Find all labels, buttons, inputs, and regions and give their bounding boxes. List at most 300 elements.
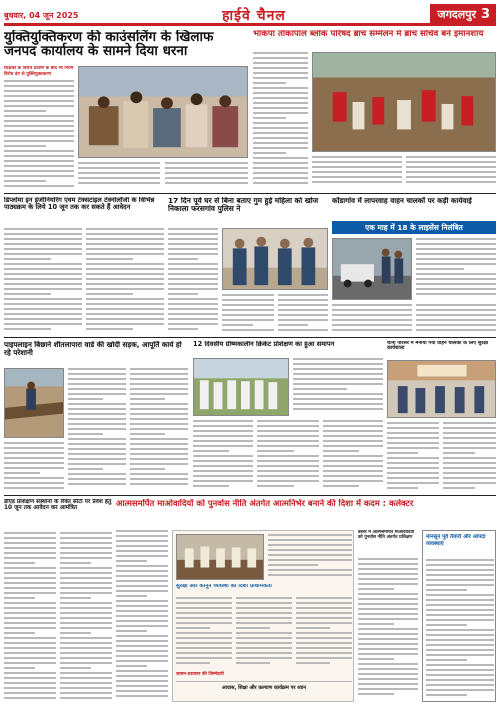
- text-line: [168, 228, 218, 230]
- monsoon-box: [422, 530, 496, 702]
- text-line: [293, 373, 383, 375]
- text-line: [253, 147, 308, 149]
- text-line: [4, 175, 74, 177]
- text-line: [4, 662, 56, 664]
- text-line: [130, 368, 188, 370]
- text-line: [426, 594, 494, 596]
- text-line: [130, 478, 188, 480]
- text-line: [323, 470, 383, 472]
- text-line: [193, 485, 229, 487]
- text-line: [60, 677, 112, 679]
- text-line: [4, 657, 56, 659]
- text-line: [222, 294, 274, 296]
- text-line: [60, 682, 112, 684]
- text-line: [78, 167, 160, 169]
- text-line: [253, 157, 308, 159]
- text-line: [323, 465, 383, 467]
- text-line: [426, 629, 494, 631]
- text-line: [116, 565, 168, 567]
- story10-inset-intro: [268, 534, 352, 580]
- text-line: [268, 549, 352, 551]
- text-line: [443, 472, 496, 474]
- text-line: [168, 283, 218, 285]
- text-line: [168, 328, 198, 330]
- text-line: [296, 607, 352, 609]
- text-line: [4, 293, 51, 295]
- text-line: [176, 617, 232, 619]
- text-line: [4, 135, 74, 137]
- text-line: [86, 278, 164, 280]
- story10-inset-body2: [236, 597, 292, 667]
- text-line: [168, 238, 218, 240]
- text-line: [176, 622, 232, 624]
- text-line: [68, 443, 126, 445]
- text-line: [60, 537, 112, 539]
- story1-headline: युक्तियुक्तिकरण की काउंसलिंग के खिलाफ जनपद कार्यालय के सामने दिया धरना: [4, 30, 214, 60]
- text-line: [116, 550, 168, 552]
- text-line: [168, 303, 218, 305]
- text-line: [253, 122, 308, 124]
- text-line: [116, 655, 168, 657]
- dug-road-image: [5, 369, 63, 437]
- text-line: [416, 329, 496, 331]
- text-line: [358, 663, 418, 665]
- text-line: [253, 167, 308, 169]
- text-line: [426, 569, 494, 571]
- text-line: [4, 110, 46, 112]
- text-line: [253, 72, 308, 74]
- story7-body-col1: [293, 358, 383, 416]
- story5-banner: एक माह में 18 के लाइसेंस निलंबित: [332, 221, 496, 234]
- text-line: [4, 592, 56, 594]
- text-line: [4, 323, 82, 325]
- text-line: [358, 633, 418, 635]
- text-line: [358, 618, 418, 620]
- text-line: [253, 97, 308, 99]
- text-line: [387, 482, 439, 484]
- text-line: [68, 428, 126, 430]
- text-line: [68, 423, 126, 425]
- text-line: [253, 127, 308, 129]
- text-line: [416, 263, 496, 265]
- text-line: [443, 487, 475, 489]
- text-line: [4, 632, 35, 634]
- text-line: [236, 602, 292, 604]
- text-line: [358, 598, 418, 600]
- text-line: [426, 584, 494, 586]
- text-line: [193, 450, 229, 452]
- text-line: [176, 607, 232, 609]
- text-line: [68, 388, 126, 390]
- text-line: [60, 622, 112, 624]
- text-line: [4, 150, 74, 152]
- text-line: [358, 678, 418, 680]
- text-line: [312, 156, 402, 158]
- text-line: [358, 593, 418, 595]
- text-line: [168, 253, 218, 255]
- text-line: [253, 87, 308, 89]
- text-line: [4, 308, 82, 310]
- text-line: [86, 283, 164, 285]
- text-line: [4, 622, 56, 624]
- text-line: [268, 559, 352, 561]
- text-line: [426, 634, 494, 636]
- text-line: [176, 612, 232, 614]
- text-line: [426, 639, 494, 641]
- text-line: [253, 182, 308, 184]
- text-line: [60, 567, 112, 569]
- text-line: [4, 567, 56, 569]
- text-line: [4, 180, 46, 182]
- text-line: [4, 572, 56, 574]
- story8-headline: थाना परिसर में मनाया गया वाहन चालकों के लिए सुरक्षा कार्यशाला: [387, 341, 489, 352]
- text-line: [86, 308, 164, 310]
- text-line: [193, 460, 253, 462]
- text-line: [4, 537, 56, 539]
- text-line: [293, 398, 383, 400]
- text-line: [4, 667, 35, 669]
- text-line: [236, 637, 292, 639]
- text-line: [86, 263, 164, 265]
- story10-inset-body3: [296, 597, 352, 667]
- text-line: [222, 309, 274, 311]
- text-line: [130, 373, 188, 375]
- text-line: [4, 462, 64, 464]
- text-line: [426, 579, 494, 581]
- text-line: [130, 438, 188, 440]
- text-line: [60, 587, 112, 589]
- text-line: [323, 435, 383, 437]
- text-line: [116, 560, 147, 562]
- story8-body-col2: [443, 422, 496, 492]
- text-line: [387, 472, 439, 474]
- text-line: [130, 448, 188, 450]
- text-line: [426, 664, 494, 666]
- text-line: [443, 422, 496, 424]
- page-number: 3: [480, 7, 490, 22]
- text-line: [416, 293, 496, 295]
- text-line: [426, 669, 494, 671]
- text-line: [130, 473, 188, 475]
- text-line: [168, 243, 218, 245]
- text-line: [358, 658, 394, 660]
- text-line: [387, 447, 439, 449]
- text-line: [168, 268, 218, 270]
- text-line: [257, 465, 319, 467]
- story6-photo: [4, 368, 64, 438]
- text-line: [4, 652, 56, 654]
- text-line: [4, 692, 56, 694]
- text-line: [176, 647, 232, 649]
- text-line: [296, 602, 352, 604]
- text-line: [426, 619, 494, 621]
- text-line: [130, 428, 188, 430]
- text-line: [296, 652, 352, 654]
- text-line: [86, 293, 133, 295]
- text-line: [78, 162, 160, 164]
- text-line: [236, 642, 292, 644]
- text-line: [4, 228, 82, 230]
- text-line: [4, 457, 64, 459]
- story3-headline: डिप्लोमा इन इंजीनियरिंग एवम टेक्सटाइल टेक्नोलॉजी के विभिन्न पाठ्यक्रम के लिये 10 जून तक कर सकते हैं आवेदन: [4, 197, 155, 211]
- cricket-team-image: [194, 359, 288, 415]
- text-line: [332, 324, 412, 326]
- text-line: [387, 487, 418, 489]
- newspaper-brand: हाईवे चैनल: [222, 8, 286, 24]
- text-line: [4, 170, 74, 172]
- story4-body-col3: [278, 294, 328, 334]
- text-line: [86, 238, 164, 240]
- text-line: [168, 293, 198, 295]
- text-line: [406, 156, 496, 158]
- text-line: [176, 637, 232, 639]
- text-line: [416, 238, 496, 240]
- text-line: [426, 694, 467, 696]
- text-line: [60, 627, 112, 629]
- text-line: [4, 233, 82, 235]
- text-line: [4, 627, 56, 629]
- text-line: [332, 319, 412, 321]
- text-line: [323, 440, 383, 442]
- text-line: [116, 625, 168, 627]
- text-line: [293, 408, 383, 410]
- text-line: [426, 559, 494, 561]
- text-line: [323, 485, 359, 487]
- text-line: [60, 667, 91, 669]
- text-line: [86, 248, 164, 250]
- text-line: [293, 358, 383, 360]
- text-line: [4, 547, 56, 549]
- text-line: [416, 324, 496, 326]
- text-line: [4, 562, 35, 564]
- text-line: [268, 564, 318, 566]
- text-line: [257, 435, 319, 437]
- text-line: [168, 233, 218, 235]
- text-line: [268, 554, 352, 556]
- story2-body-col2: [312, 156, 402, 190]
- text-line: [4, 487, 64, 489]
- text-line: [116, 570, 168, 572]
- text-line: [4, 120, 74, 122]
- text-line: [426, 689, 494, 691]
- text-line: [68, 408, 126, 410]
- story9-body-col1: [4, 532, 56, 702]
- text-line: [4, 253, 82, 255]
- text-line: [68, 383, 126, 385]
- text-line: [4, 303, 82, 305]
- text-line: [358, 558, 418, 560]
- text-line: [387, 437, 439, 439]
- story6-body-col1: [68, 368, 126, 492]
- text-line: [168, 288, 218, 290]
- text-line: [4, 472, 40, 474]
- text-line: [426, 684, 494, 686]
- text-line: [176, 662, 210, 664]
- text-line: [116, 680, 168, 682]
- text-line: [253, 117, 286, 119]
- text-line: [332, 329, 412, 331]
- text-line: [426, 574, 494, 576]
- text-line: [416, 278, 496, 280]
- text-line: [323, 425, 383, 427]
- text-line: [60, 592, 112, 594]
- story10-inset-subhead: शासन-प्रशासन की जिम्मेदारी: [176, 672, 224, 677]
- text-line: [116, 535, 168, 537]
- story10-body-col1: [116, 530, 168, 702]
- workshop-image: [388, 361, 495, 417]
- text-line: [257, 450, 294, 452]
- text-line: [358, 638, 418, 640]
- text-line: [253, 67, 308, 69]
- text-line: [168, 298, 218, 300]
- story1-photo: [78, 66, 248, 158]
- text-line: [193, 420, 253, 422]
- text-line: [236, 597, 292, 599]
- text-line: [426, 589, 467, 591]
- text-line: [193, 440, 253, 442]
- text-line: [443, 432, 496, 434]
- text-line: [293, 383, 383, 385]
- text-line: [116, 685, 168, 687]
- text-line: [116, 695, 168, 697]
- text-line: [416, 243, 496, 245]
- text-line: [130, 413, 188, 415]
- text-line: [443, 427, 496, 429]
- text-line: [86, 318, 164, 320]
- story2-body-col3: [406, 156, 496, 190]
- text-line: [4, 145, 46, 147]
- story5-body-col1: [416, 238, 496, 300]
- text-line: [443, 467, 496, 469]
- text-line: [4, 125, 74, 127]
- text-line: [68, 473, 126, 475]
- text-line: [4, 697, 56, 699]
- text-line: [193, 465, 253, 467]
- text-line: [387, 422, 439, 424]
- text-line: [253, 107, 308, 109]
- text-line: [130, 388, 188, 390]
- text-line: [116, 595, 147, 597]
- text-line: [358, 648, 418, 650]
- text-line: [296, 617, 352, 619]
- text-line: [257, 430, 319, 432]
- story7-body-col2: [193, 420, 253, 492]
- story6-headline: पाइपलाइन बिछाने शीतलापारा वार्ड की खोदी सड़क, आपूर्ति कार्य हो रहे परेशानी: [4, 341, 182, 357]
- text-line: [116, 590, 168, 592]
- text-line: [257, 445, 319, 447]
- text-line: [443, 437, 496, 439]
- text-line: [358, 563, 418, 565]
- story4-body-col1: [168, 228, 218, 334]
- text-line: [116, 605, 168, 607]
- text-line: [253, 57, 308, 59]
- text-line: [358, 583, 418, 585]
- text-line: [387, 427, 439, 429]
- text-line: [278, 314, 328, 316]
- text-line: [116, 665, 147, 667]
- text-line: [426, 564, 494, 566]
- text-line: [116, 670, 168, 672]
- text-line: [268, 544, 352, 546]
- text-line: [86, 228, 164, 230]
- text-line: [193, 430, 253, 432]
- text-line: [4, 552, 56, 554]
- text-line: [4, 328, 51, 330]
- story10-inset-photo: [176, 534, 264, 580]
- story9-headline: डीएड प्रशिक्षण संस्थानों के रिक्त सीटों पर प्रवेश हेतु 10 जून तक आवेदन कर आमंत्रित: [4, 499, 112, 512]
- text-line: [68, 453, 126, 455]
- text-line: [60, 612, 112, 614]
- text-line: [116, 580, 168, 582]
- story5-body-col3: [416, 304, 496, 334]
- text-line: [60, 647, 112, 649]
- story2-photo: [312, 52, 496, 152]
- text-line: [358, 623, 394, 625]
- text-line: [116, 645, 168, 647]
- text-line: [130, 468, 165, 470]
- text-line: [4, 130, 74, 132]
- text-line: [68, 368, 126, 370]
- text-line: [4, 165, 74, 167]
- text-line: [236, 607, 292, 609]
- text-line: [4, 447, 64, 449]
- text-line: [323, 475, 383, 477]
- text-line: [426, 654, 494, 656]
- text-line: [253, 137, 308, 139]
- text-line: [236, 662, 270, 664]
- text-line: [323, 450, 359, 452]
- text-line: [116, 650, 168, 652]
- text-line: [387, 452, 418, 454]
- text-line: [130, 398, 165, 400]
- text-line: [278, 304, 328, 306]
- text-line: [312, 161, 402, 163]
- text-line: [176, 597, 232, 599]
- text-line: [236, 612, 292, 614]
- story5-photo: [332, 238, 412, 300]
- text-line: [416, 253, 496, 255]
- text-line: [165, 177, 248, 179]
- story2-headline: भाकपा तोकापाल ब्लॉक परिषद ब्रांच सम्मेलन में ब्रांच सचिव बने इमानशाय: [253, 30, 484, 39]
- text-line: [4, 477, 64, 479]
- text-line: [60, 607, 112, 609]
- text-line: [4, 95, 74, 97]
- text-line: [130, 483, 188, 485]
- traffic-check-image: [333, 239, 411, 299]
- story10-body-col2: [358, 558, 418, 702]
- text-line: [416, 304, 496, 306]
- text-line: [193, 435, 253, 437]
- text-line: [293, 363, 383, 365]
- text-line: [253, 77, 308, 79]
- text-line: [268, 574, 352, 576]
- text-line: [358, 573, 418, 575]
- text-line: [296, 612, 352, 614]
- text-line: [4, 258, 51, 260]
- text-line: [236, 617, 292, 619]
- text-line: [426, 674, 494, 676]
- text-line: [116, 675, 168, 677]
- text-line: [4, 100, 74, 102]
- text-line: [4, 273, 82, 275]
- text-line: [68, 433, 103, 435]
- text-line: [193, 480, 253, 482]
- text-line: [78, 177, 160, 179]
- text-line: [426, 679, 494, 681]
- text-line: [4, 612, 56, 614]
- story7-headline: 12 दिवसीय ग्रीष्मकालीन क्रिकेट प्रशिक्षण का हुआ समापन: [193, 341, 335, 348]
- text-line: [4, 687, 56, 689]
